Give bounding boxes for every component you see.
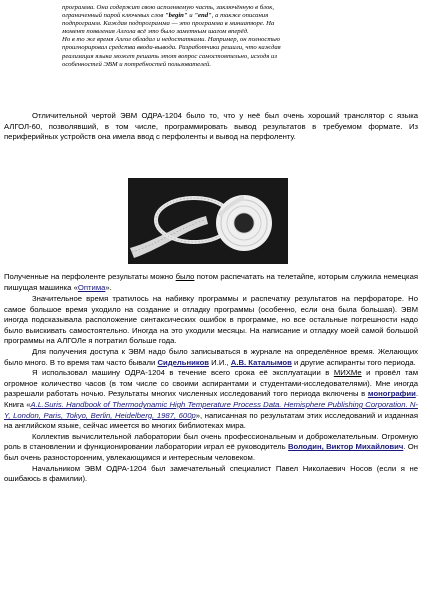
optima-link[interactable]: Оптима [77, 282, 106, 292]
paragraph-debugging: Значительное время тратилось на набивку программы и распечатку результатов на перфораторе. Но самое большое время уходило на создание и отладку программы (особенно, если она была большая). ЭВМ иногда подсказывала расположение синтаксических ошибок в программе, но все остальные погрешности надо было выискивать самостоятельно. Иногда на это уходили месяцы. На написание и отладку моей самой большой программы на АЛГОЛе я потратил больше года. [4, 294, 418, 346]
quote-line: особенностей ЭВМ и потребностей пользователей. [62, 60, 212, 68]
quote-line: момент появления Алгола всё это было заметным шагом вперёд. [62, 28, 249, 36]
keyword-begin: "begin" [164, 12, 188, 20]
paragraph-nosov: Начальником ЭВМ ОДРА-1204 был замечательный специалист Павел Николаевич Носов (если я не ошибаюсь в фамилии). [4, 463, 418, 484]
punched-tape-image [128, 178, 288, 264]
quote-line: проигнорировал средства ввода-вывода. Разработчики решили, что каждая [62, 44, 281, 52]
text-run: . Он был очень разносторонним, увлекающимся и интересным человеком. [4, 442, 418, 462]
sidelnikov-link[interactable]: Сидельников [157, 357, 210, 367]
keyword-end: "end" [194, 12, 212, 20]
text-run: », написанная по результатам этих исследований и изданная на английском языке, сейчас имеется во многих библиотеках мира. [4, 410, 418, 431]
underlined-word: было [175, 272, 195, 281]
quote-line: , а также описания [211, 12, 269, 20]
text-run: . Книга « [4, 389, 418, 409]
paragraph-access [4, 347, 418, 368]
text-run: Полученные на перфоленте результаты можно [4, 272, 176, 281]
paragraph-odra-translator: Отличительной чертой ЭВМ ОДРА-1204 было то, что у неё был очень хороший транслятор с языка АЛГОЛ-60, позволявший, в том числе, программировать вывод результатов в требуемом формате. Из периферийных устройств она имела ввод с перфоленты и вывод на перфоленту. [4, 111, 418, 142]
paragraph-usage [4, 368, 418, 432]
text-run: И.И., [209, 357, 231, 367]
mihm-underlined: МИХМе [333, 368, 362, 378]
quote-block [62, 4, 420, 69]
quote-line: Но в то же время Алгол обладал и недостатками. Например, он полностью [62, 36, 280, 44]
paragraph-team [4, 432, 418, 464]
katalymov-link[interactable]: А.В. Каталымов [230, 357, 292, 367]
quote-line: ограниченный парой ключевых слов [62, 12, 165, 20]
text-run: и другие аспиранты того периода. [291, 357, 416, 367]
text-run: Для получения доступа к ЭВМ надо было записываться в журнале на определённое время. Желающих было много. В то время там часто бывали [4, 346, 418, 367]
text-run: и провёл там огромное количество часов (в том числе со своими аспирантами и студентами-исследователями). Мне иногда разрешали работать ночью. Результаты многих численных исследований того периода включены в [4, 368, 418, 399]
text-run: Я использовал машину ОДРА-1204 в течение всего срока её эксплуатации в [32, 368, 334, 378]
quote-line: программа. Она содержит свою исполняемую часть, заключённую в блок, [62, 4, 275, 11]
punched-tape-photo [128, 178, 288, 264]
quote-line: подпрограмм. Каждая подпрограмма — это программа в миниатюре. На [62, 20, 275, 28]
quote-line: и [187, 12, 195, 20]
monograph-link[interactable]: монографии [367, 389, 416, 399]
paragraph-printing [4, 272, 418, 293]
text-run: Коллектив вычислительной лаборатории был очень профессиональным и доброжелательным. Огромную роль в становлении и функционировании лаборатории играл её руководитель [4, 431, 418, 452]
text-run: ». [105, 282, 112, 292]
text-run: потом распечатать на телетайпе, которым служила немецкая пишущая машинка « [4, 272, 419, 292]
quote-line: реализация языка может решать этот вопрос самостоятельно, исходя из [62, 52, 277, 60]
handbook-link[interactable]: A.L.Suris. Handbook of Thermodynamic High Temperature Process Data. Hemisphere Publishing Corporation. N-Y, London, Paris, Tokyo, Berlin, Heidelberg, 1987, 600p [4, 399, 418, 420]
volodin-link[interactable]: Володин, Виктор Михайлович [287, 442, 404, 452]
article-body [4, 294, 418, 485]
